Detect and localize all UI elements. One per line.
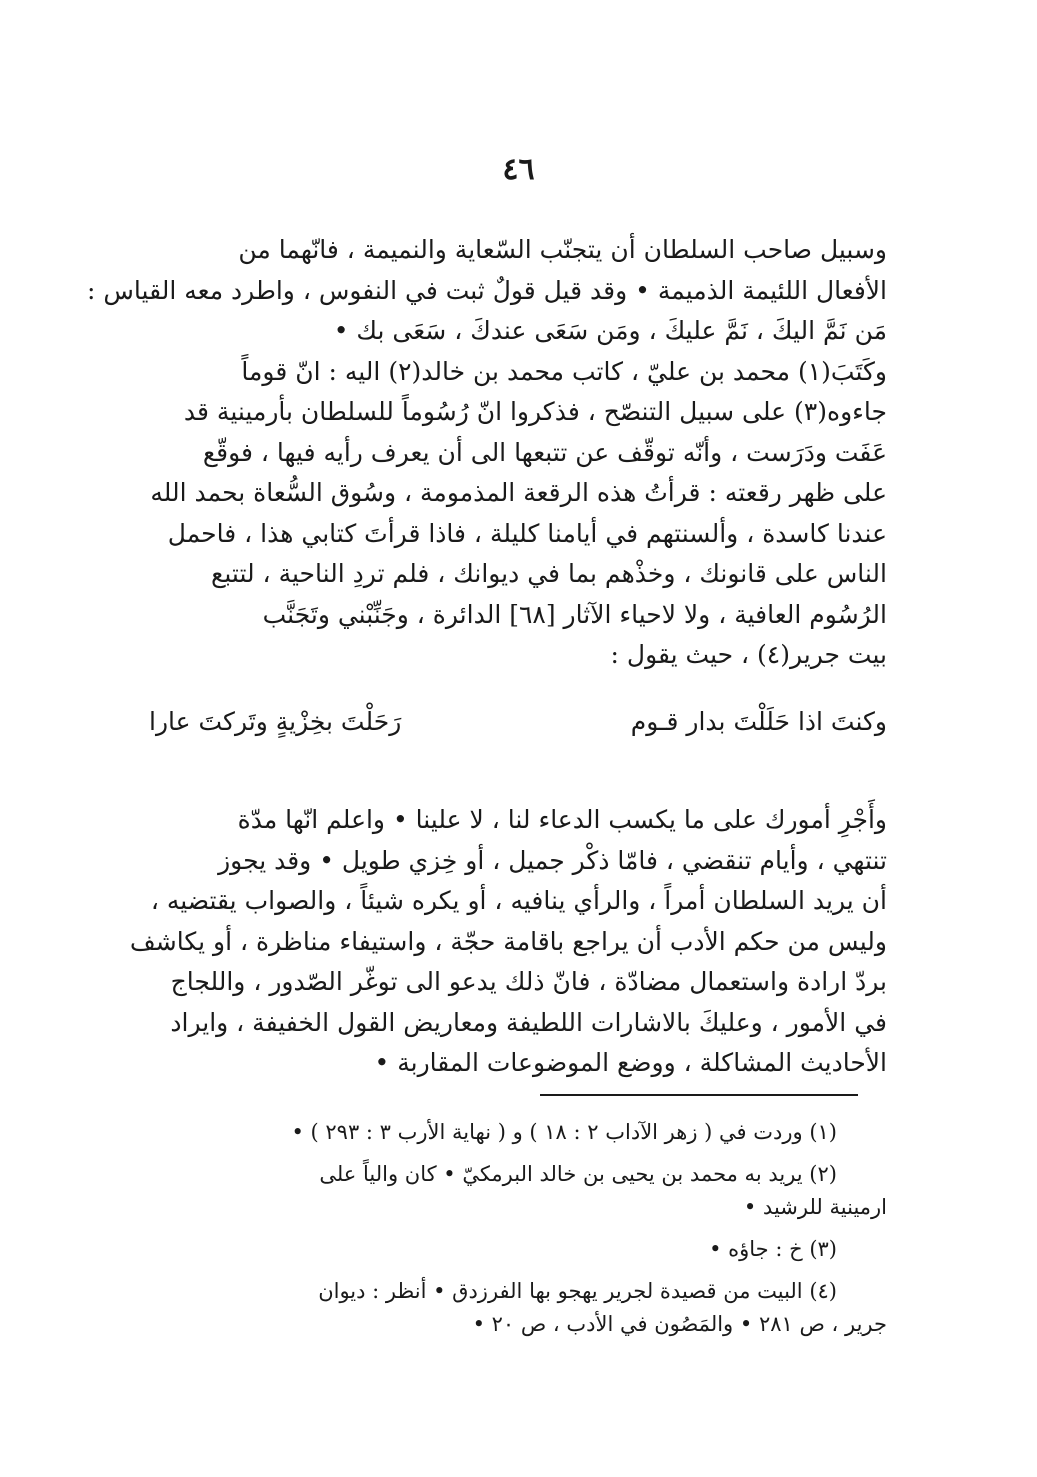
text-line: مَن نَمَّ اليكَ ، نَمَّ عليكَ ، ومَن سَعَى عندكَ ، سَعَى بك • (333, 316, 887, 345)
text-line: أن يريد السلطان أمراً ، والرأي ينافيه ، أو يكره شيئاً ، والصواب يقتضيه ، (150, 886, 887, 915)
footnote-divider (540, 1094, 858, 1096)
text-line: الناس على قانونك ، وخذْهم بما في ديوانك ، فلم تردِ الناحية ، لتتبع (211, 559, 887, 588)
text-line: تنتهي ، وأيام تنقضي ، فامّا ذكْر جميل ، أو خِزي طويل • وقد يجوز (218, 845, 887, 875)
text-line: وسبيل صاحب السلطان أن يتجنّب السّعاية والنميمة ، فانّهما من (238, 235, 887, 264)
text-line: عندنا كاسدة ، وألسنتهم في أيامنا كليلة ، فاذا قرأتَ كتابي هذا ، فاحمل (167, 518, 887, 548)
poem-hemistich-second: رَحَلْتَ بخِزْيةٍ وتَركتَ عارا (149, 707, 402, 736)
text-line: وأَجْرِ أمورك على ما يكسب الدعاء لنا ، لا علينا • واعلم انّها مدّة (237, 805, 887, 834)
footnote-4 (149, 1275, 887, 1341)
text-line: على ظهر رقعته : قرأتُ هذه الرقعة المذمومة ، وسُوق السُّعاة بحمد الله (150, 478, 887, 507)
footnote-3 (149, 1233, 887, 1266)
text-line: بيت جرير(٤) ، حيث يقول : (610, 640, 887, 669)
footnote-line: (٣) خ : جاؤه • (709, 1237, 837, 1261)
poem-verse (149, 702, 887, 742)
poem-hemistich-first: وكنتَ اذا حَلَلْتَ بدار قـوم (630, 707, 887, 736)
text-line: وكَتَبَ(١) محمد بن عليّ ، كاتب محمد بن خالد(٢) اليه : انّ قوماً (241, 356, 887, 386)
footnote-1 (149, 1116, 887, 1149)
footnote-line: ارمينية للرشيد • (743, 1195, 887, 1219)
text-line: الرُسُوم العافية ، ولا لاحياء الآثار [٦٨] الدائرة ، وجَنِّبْني وتَجَنَّب (262, 599, 887, 629)
text-line: جاءوه(٣) على سبيل التنصّح ، فذكروا انّ رُسُوماً للسلطان بأرمينية قد (183, 397, 887, 426)
footnote-line: جرير ، ص ٢٨١ • والمَصُون في الأدب ، ص ٢٠ • (472, 1312, 887, 1336)
paragraph-2 (129, 800, 887, 1084)
text-line: الأحاديث المشاكلة ، ووضع الموضوعات المقاربة • (374, 1048, 887, 1077)
text-line: بردّ ارادة واستعمال مضادّة ، فانّ ذلك يدعو الى توغّر الصّدور ، واللجاج (170, 967, 887, 996)
footnotes (149, 1116, 887, 1350)
footnote-line: (٢) يريد به محمد بن يحيى بن خالد البرمكيّ • كان والياً على (319, 1162, 837, 1186)
text-line: عَفَت ودَرَست ، وأنّه توقّف عن تتبعها الى أن يعرف رأيه فيها ، فوقّع (202, 437, 887, 467)
page-number: ٤٦ (502, 152, 535, 187)
text-line: في الأمور ، وعليكَ بالاشارات اللطيفة ومعاريض القول الخفيفة ، وايراد (170, 1007, 887, 1037)
footnote-line: (٤) البيت من قصيدة لجرير يهجو بها الفرزدق • أنظر : ديوان (318, 1279, 837, 1303)
footnote-line: (١) وردت في ( زهر الآداب ٢ : ١٨ ) و ( نهاية الأرب ٣ : ٢٩٣ ) • (291, 1120, 837, 1144)
text-line: وليس من حكم الأدب أن يراجع باقامة حجّة ، واستيفاء مناظرة ، أو يكاشف (129, 926, 887, 956)
paragraph-1 (87, 230, 887, 676)
footnote-2 (149, 1158, 887, 1224)
text-line: الأفعال اللئيمة الذميمة • وقد قيل قولٌ ثبت في النفوس ، واطرد معه القياس : (87, 275, 887, 305)
